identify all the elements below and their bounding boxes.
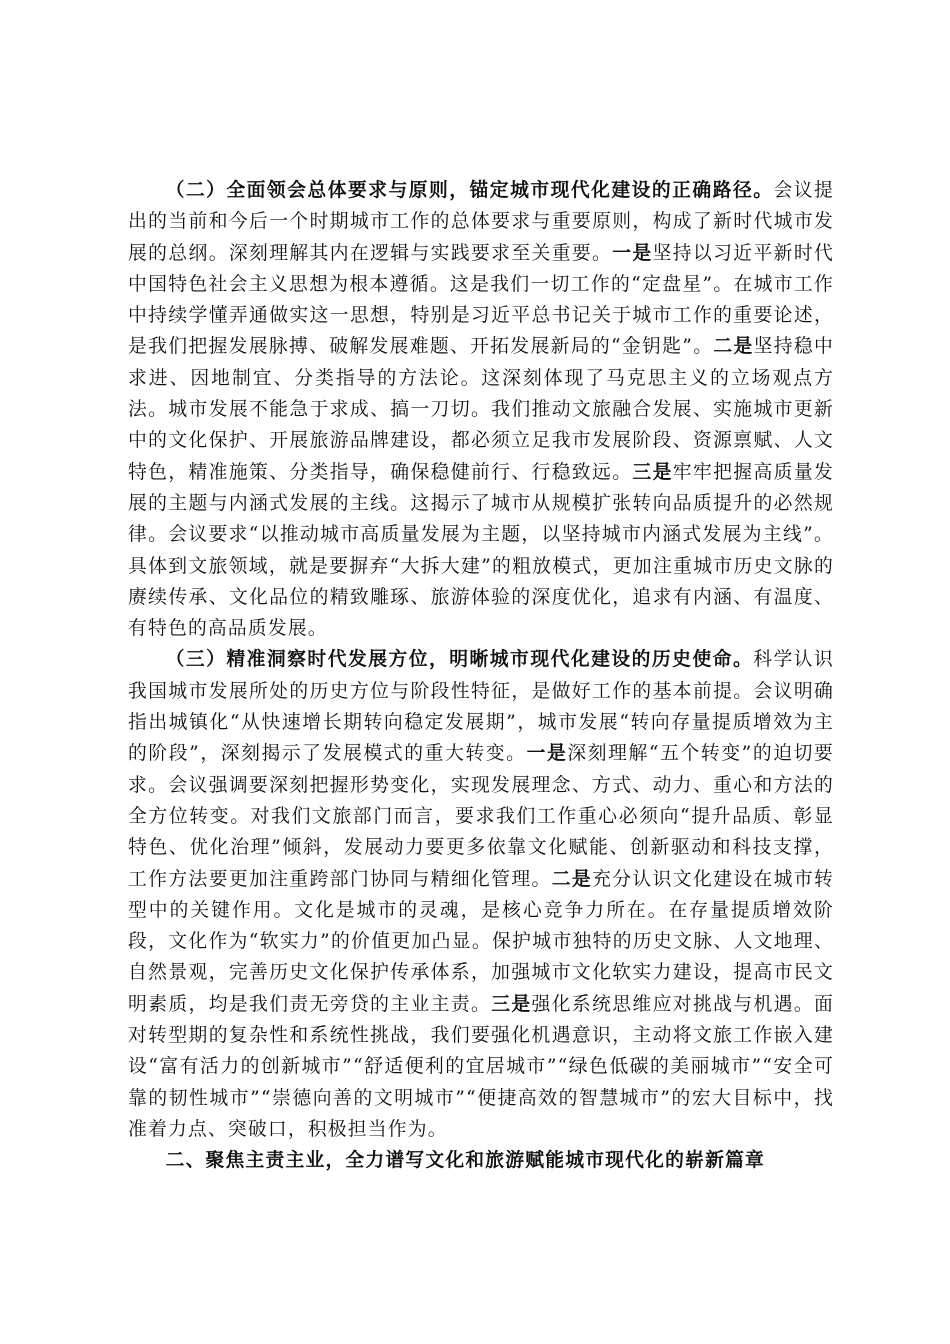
paragraph-section-3 bbox=[128, 644, 834, 1145]
document-body bbox=[128, 175, 834, 1177]
paragraph-text: 强化系统思维应对挑战与机遇。面对转型期的复杂性和系统性挑战，我们要强化机遇意识，主动将文旅工作嵌入建设“富有活力的创新城市”“舒适便利的宜居城市”“绿色低碳的美丽城市”“安全可靠的韧性城市”“崇德向善的文明城市”“便捷高效的智慧城市”的宏大目标中，找准着力点、突破口，积极担当作为。 bbox=[128, 993, 834, 1140]
subheading-3: （三）精准洞察时代发展方位，明晰城市现代化建设的历史使命。 bbox=[165, 648, 754, 671]
subheading-2: （二）全面领会总体要求与原则，锚定城市现代化建设的正确路径。 bbox=[165, 179, 774, 201]
paragraph-text: 坚持稳中求进、因地制宜、分类指导的方法论。这深刻体现了马克思主义的立场观点方法。城市发展不能急于求成、搞一刀切。我们推动文旅融合发展、实施城市更新中的文化保护、开展旅游品牌建设，都必须立足我市发展阶段、资源禀赋、人文特色，精准施策、分类指导，确保稳健前行、行稳致远。 bbox=[128, 336, 834, 483]
point-marker-2: 二是 bbox=[551, 867, 593, 890]
point-marker-3: 三是 bbox=[632, 460, 673, 483]
point-marker-2: 二是 bbox=[713, 335, 754, 358]
paragraph-text: 会议提出的当前和今后一个时期城市工作的总体要求与重要原则，构成了新时代城市发展的总纲。深刻理解其内在逻辑与实践要求至关重要。 bbox=[128, 180, 834, 264]
paragraph-text: 深刻理解“五个转变”的迫切要求。会议强调要深刻把握形势变化，实现发展理念、方式、动力、重心和方法的全方位转变。对我们文旅部门而言，要求我们工作重心必须向“提升品质、彰显特色、优化治理”倾斜，发展动力要更多依靠文化赋能、创新驱动和科技支撑，工作方法要更加注重跨部门协同与精细化管理。 bbox=[128, 743, 834, 890]
paragraph-text: 坚持以习近平新时代中国特色社会主义思想为根本遵循。这是我们一切工作的“定盘星”。在城市工作中持续学懂弄通做实这一思想，特别是习近平总书记关于城市工作的重要论述，是我们把握发展脉搏、破解发展难题、开拓发展新局的“金钥匙”。 bbox=[128, 242, 834, 358]
point-marker-1: 一是 bbox=[526, 742, 568, 765]
paragraph-section-2 bbox=[128, 175, 834, 644]
paragraph-text: 充分认识文化建设在城市转型中的关键作用。文化是城市的灵魂，是核心竞争力所在。在存量提质增效阶段，文化作为“软实力”的价值更加凸显。保护城市独特的历史文脉、人文地理、自然景观，完善历史文化保护传承体系，加强城市文化软实力建设，提高市民文明素质，均是我们责无旁贷的主业主责。 bbox=[128, 868, 835, 1015]
paragraph-text: 科学认识我国城市发展所处的历史方位与阶段性特征，是做好工作的基本前提。会议明确指出城镇化“从快速增长期转向稳定发展期”，城市发展“转向存量提质增效为主的阶段”，深刻揭示了发展模式的重大转变。 bbox=[128, 649, 834, 765]
point-marker-3: 三是 bbox=[491, 992, 532, 1015]
point-marker-1: 一是 bbox=[612, 241, 653, 264]
paragraph-text: 牢牢把握高质量发展的主题与内涵式发展的主线。这揭示了城市从规模扩张转向品质提升的必然规律。会议要求“以推动城市高质量发展为主题，以坚持城市内涵式发展为主线”。具体到文旅领域，就是要摒弃“大拆大建”的粗放模式，更加注重城市历史文脉的赓续传承、文化品位的精致雕琢、旅游体验的深度优化，追求有内涵、有温度、有特色的高品质发展。 bbox=[128, 461, 834, 640]
section-heading: 二、聚焦主责主业，全力谱写文化和旅游赋能城市现代化的崭新篇章 bbox=[165, 1149, 766, 1172]
